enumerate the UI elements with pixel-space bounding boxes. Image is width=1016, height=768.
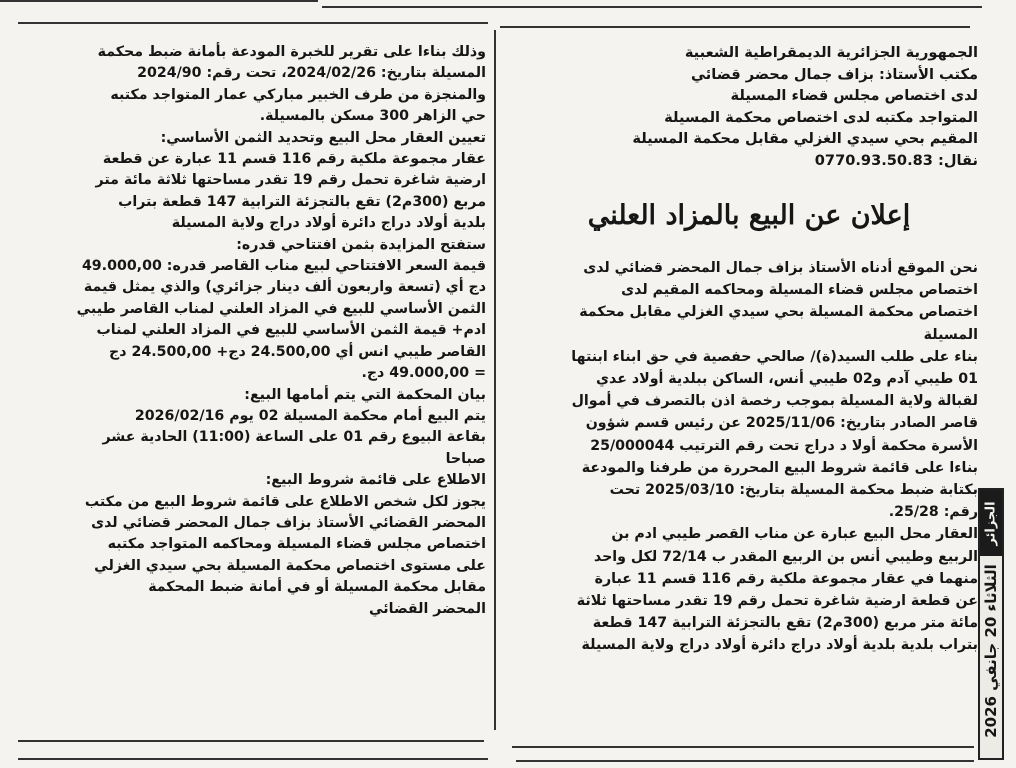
body-line: الثمن الأساسي للبيع في المزاد العلني لمناب القاصر طيبي bbox=[76, 300, 486, 317]
header-line: الجمهورية الجزائرية الديمقراطية الشعبية bbox=[684, 44, 978, 61]
body-line: قيمة السعر الافتتاحي لبيع مناب القاصر قدره: 49.000,00 bbox=[81, 258, 486, 275]
bottom-rule-left bbox=[18, 740, 484, 742]
body-line: مقابل محكمة المسيلة أو في أمانة ضبط المحكمة bbox=[148, 579, 486, 596]
body-line: منهما في عقار مجموعة ملكية رقم 116 قسم 11 عبارة bbox=[594, 570, 978, 587]
newspaper-date-tab bbox=[978, 488, 1004, 760]
body-line: العقار محل البيع عبارة عن مناب القصر طيبي ادم بن bbox=[611, 526, 978, 543]
section-heading: الاطلاع على قائمة شروط البيع: bbox=[265, 472, 486, 489]
header-line: المقيم بحي سيدي الغزلي مقابل محكمة المسيلة bbox=[632, 130, 978, 148]
body-line: صباحا bbox=[445, 450, 486, 467]
bailiff-header bbox=[558, 42, 978, 172]
body-line: 01 طيبي آدم و02 طيبي أنس، الساكن ببلدية أولاد عدي bbox=[596, 371, 978, 388]
section-heading: تعيين العقار محل البيع وتحديد الثمن الأساسي: bbox=[160, 129, 486, 146]
body-line: وذلك بناءا على تقرير للخبرة المودعة بأمانة ضبط محكمة bbox=[97, 44, 486, 60]
body-line: ارضية شاغرة تحمل رقم 19 تقدر مساحتها ثلاثة مائة متر bbox=[95, 172, 486, 189]
body-line: اختصاص مجلس قضاء المسيلة ومحاكمه المتواجد مكتبه bbox=[107, 536, 486, 553]
body-line: دج أي (تسعة واربعون ألف دينار جزائري) والذي يمثل قيمة bbox=[83, 279, 486, 296]
body-line: الربيع وطيبي أنس بن الربيع المقدر ب 72/14 لكل واحد bbox=[593, 548, 978, 565]
issue-date: الثلاثاء 20 جانفي 2026 bbox=[982, 564, 1000, 738]
bottom-box-left bbox=[18, 758, 488, 760]
header-rule-left bbox=[18, 22, 488, 24]
body-line: ادم+ قيمة الثمن الأساسي للبيع في المزاد العلني لمناب bbox=[96, 322, 486, 339]
notice-body-left bbox=[30, 42, 486, 620]
body-line: بناءا على قائمة شروط البيع المحررة من طرفنا والمودعة bbox=[581, 459, 978, 476]
body-line: نحن الموقع أدناه الأستاذ بزاف جمال المحضر قضائي لدى bbox=[583, 260, 978, 276]
body-line: عقار مجموعة ملكية رقم 116 قسم 11 عبارة عن قطعة bbox=[102, 151, 486, 168]
section-heading: بيان المحكمة التي يتم أمامها البيع: bbox=[244, 386, 486, 403]
newspaper-logo-text: الجزائر bbox=[983, 500, 999, 546]
header-line: لدى اختصاص مجلس قضاء المسيلة bbox=[730, 87, 978, 105]
column-divider bbox=[494, 30, 496, 730]
body-line: القاصر طيبي انس أي 24.500,00 دج+ 24.500,00 دج bbox=[109, 343, 486, 360]
body-line: الأسرة محكمة أولا د دراج تحت رقم الترتيب 25/000044 bbox=[590, 437, 978, 454]
body-line: اختصاص محكمة المسيلة بحي سيدي الغزلي مقابل محكمة bbox=[579, 304, 978, 321]
body-line: المسيلة بتاريخ: 2024/02/26، تحت رقم: 2024/90 bbox=[137, 65, 486, 82]
body-line: مربع (300م2) تقع بالتجزئة الترابية 147 قطعة بتراب bbox=[118, 193, 486, 210]
body-line: لقبالة ولاية المسيلة بموجب رخصة اذن بالتصرف في أموال bbox=[571, 393, 978, 410]
body-line: المحضر القضائي الأستاذ بزاف جمال المحضر قضائي لدى bbox=[91, 514, 486, 531]
body-line: رقم: 25/28. bbox=[888, 504, 978, 521]
bottom-rule-right bbox=[512, 746, 974, 748]
body-line: بناء على طلب السيد(ة)/ صالحي حفصية في حق ابناء ابنتها bbox=[571, 348, 978, 365]
body-line: عن قطعة ارضية شاغرة تحمل رقم 19 تقدر مساحتها ثلاثة bbox=[576, 593, 978, 610]
header-line: مكتب الأستاذ: بزاف جمال محضر قضائي bbox=[691, 65, 978, 83]
body-line: قاصر الصادر بتاريخ: 2025/11/06 عن رئيس قسم شؤون bbox=[585, 415, 978, 432]
body-line: مائة متر مربع (300م2) تقع بالتجزئة الترابية 147 قطعة bbox=[592, 615, 978, 632]
header-line: المتواجد مكتبه لدى اختصاص محكمة المسيلة bbox=[664, 108, 978, 126]
body-line: بكتابة ضبط محكمة المسيلة بتاريخ: 2025/03/10 تحت bbox=[609, 482, 978, 499]
body-line: بقاعة البيوع رقم 01 على الساعة (11:00) الحادية عشر bbox=[102, 429, 486, 446]
header-rule-right bbox=[500, 26, 970, 28]
body-line: اختصاص مجلس قضاء المسيلة ومحاكمه المقيم لدى bbox=[621, 282, 978, 299]
header-phone: نقال: 0770.93.50.83 bbox=[814, 151, 978, 169]
body-line: المسيلة bbox=[923, 326, 978, 343]
bottom-box-right bbox=[516, 760, 974, 762]
section-heading: ستفتح المزايدة بثمن افتتاحي قدره: bbox=[236, 236, 486, 253]
notice-title: إعلان عن البيع بالمزاد العلني bbox=[587, 200, 911, 231]
notice-body-right bbox=[534, 257, 978, 657]
body-line: = 49.000,00 دج. bbox=[361, 365, 486, 382]
newspaper-logo bbox=[980, 490, 1002, 556]
body-line: حي الزاهر 300 مسكن بالمسيلة. bbox=[259, 108, 486, 125]
body-line: يتم البيع أمام محكمة المسيلة 02 يوم 2026/02/16 bbox=[134, 407, 486, 424]
top-rule-right bbox=[322, 6, 982, 8]
body-line: على مستوى اختصاص محكمة المسيلة بحي سيدي الغزلي bbox=[94, 557, 486, 574]
top-rule bbox=[0, 0, 318, 2]
body-line: والمنجزة من طرف الخبير مباركي عمار المتواجد مكتبه bbox=[110, 86, 486, 103]
body-line: يجوز لكل شخص الاطلاع على قائمة شروط البيع من مكتب bbox=[84, 493, 486, 510]
signature-line: المحضر القضائي bbox=[368, 600, 486, 617]
body-line: بتراب بلدية بلدية أولاد دراج دائرة أولاد دراج ولاية المسيلة bbox=[581, 637, 978, 654]
body-line: بلدية أولاد دراج دائرة أولاد دراج ولاية المسيلة bbox=[171, 215, 486, 232]
